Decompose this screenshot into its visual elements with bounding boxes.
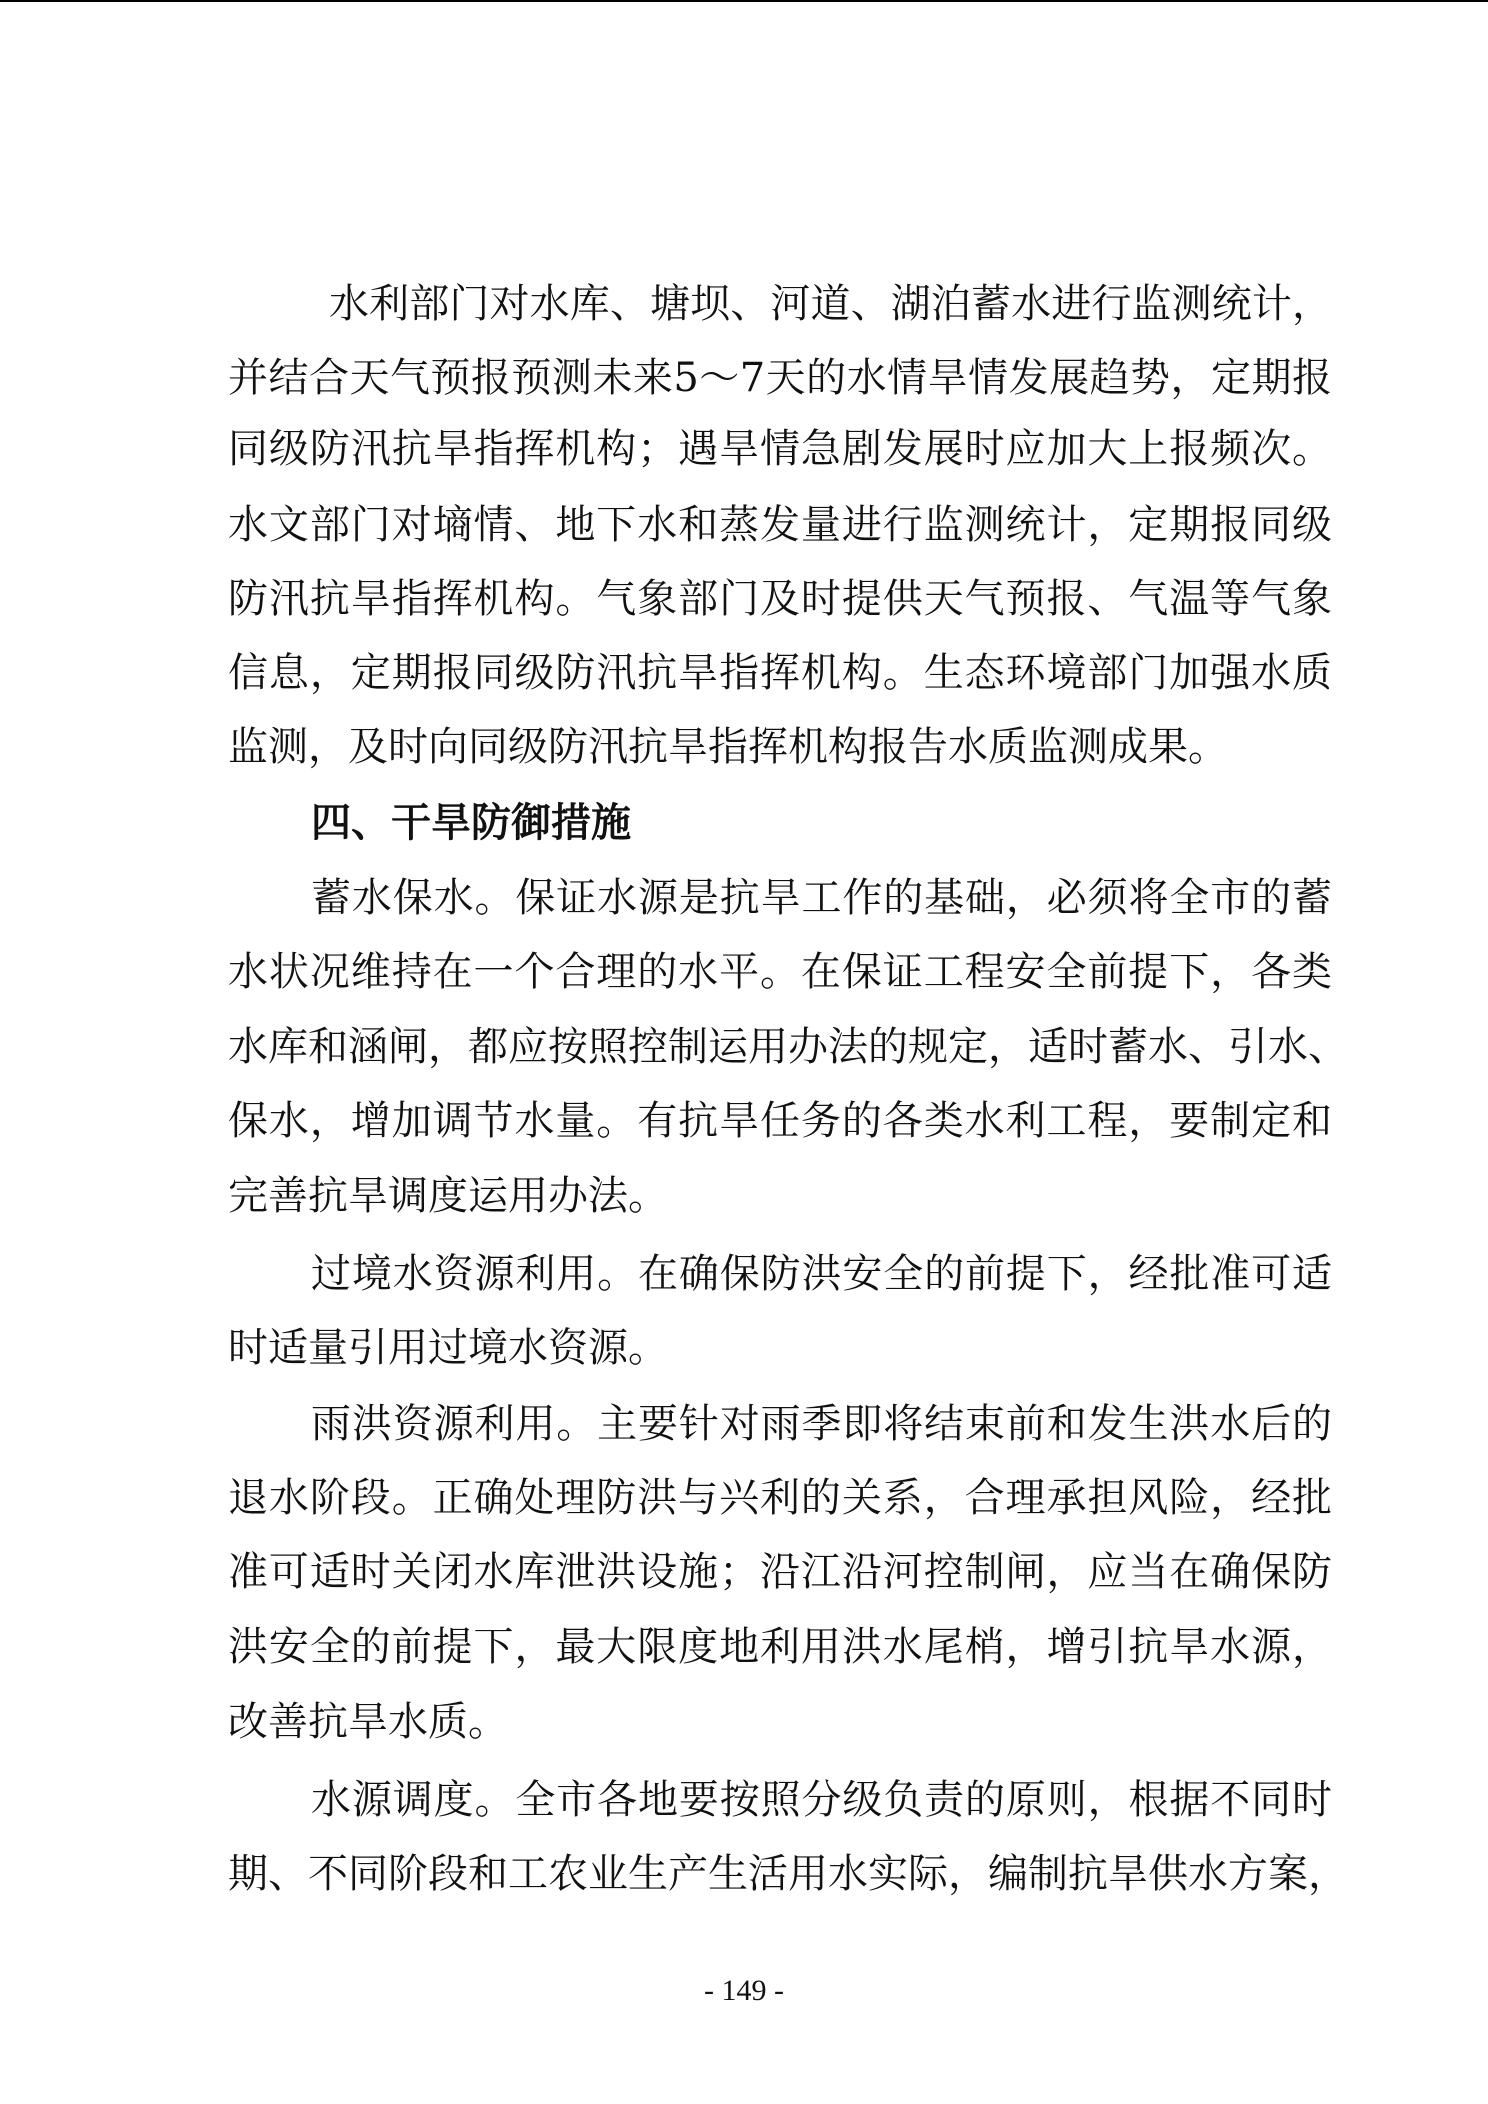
text-line: 信息，定期报同级防汛抗旱指挥机构。生态环境部门加强水质: [228, 650, 1332, 696]
section-heading: 四、干旱防御措施: [311, 800, 631, 846]
text-line: 并结合天气预报预测未来5～7天的水情旱情发展趋势，定期报: [228, 355, 1332, 401]
text-line: 完善抗旱调度运用办法。: [228, 1173, 668, 1219]
text-line: 蓄水保水。保证水源是抗旱工作的基础，必须将全市的蓄: [311, 875, 1332, 921]
text-line: 水文部门对墒情、地下水和蒸发量进行监测统计，定期报同级: [228, 502, 1332, 548]
text-line: 期、不同阶段和工农业生产生活用水实际，编制抗旱供水方案，: [228, 1851, 1348, 1897]
text-line: 防汛抗旱指挥机构。气象部门及时提供天气预报、气温等气象: [228, 576, 1332, 622]
text-line: 退水阶段。正确处理防洪与兴利的关系，合理承担风险，经批: [228, 1475, 1332, 1521]
text-line: 水利部门对水库、塘坝、河道、湖泊蓄水进行监测统计，: [329, 281, 1332, 327]
text-line: 改善抗旱水质。: [228, 1699, 508, 1745]
text-line: 同级防汛抗旱指挥机构；遇旱情急剧发展时应加大上报频次。: [228, 426, 1332, 472]
text-line: 水源调度。全市各地要按照分级负责的原则，根据不同时: [311, 1777, 1332, 1823]
text-line: 洪安全的前提下，最大限度地利用洪水尾梢，增引抗旱水源，: [228, 1624, 1332, 1670]
page-number: - 149 -: [704, 1974, 784, 2007]
text-line: 水状况维持在一个合理的水平。在保证工程安全前提下，各类: [228, 949, 1332, 995]
text-line: 保水，增加调节水量。有抗旱任务的各类水利工程，要制定和: [228, 1098, 1332, 1144]
text-line: 监测，及时向同级防汛抗旱指挥机构报告水质监测成果。: [228, 724, 1228, 770]
text-line: 雨洪资源利用。主要针对雨季即将结束前和发生洪水后的: [311, 1401, 1332, 1447]
text-line: 过境水资源利用。在确保防洪安全的前提下，经批准可适: [311, 1251, 1332, 1297]
text-line: 水库和涵闸，都应按照控制运用办法的规定，适时蓄水、引水、: [228, 1024, 1348, 1070]
text-line: 时适量引用过境水资源。: [228, 1325, 668, 1371]
text-line: 准可适时关闭水库泄洪设施；沿江沿河控制闸，应当在确保防: [228, 1549, 1332, 1595]
